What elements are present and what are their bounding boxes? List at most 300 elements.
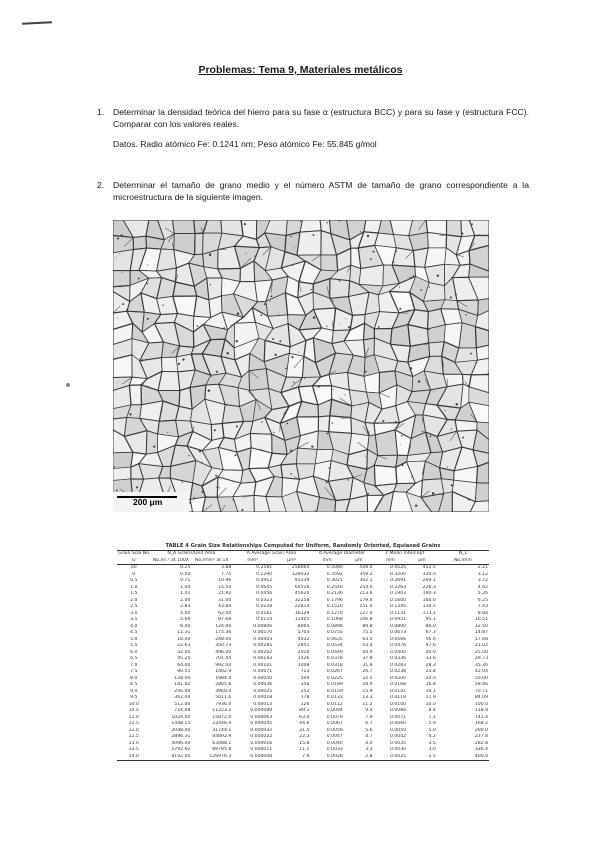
table-cell: 302.1 xyxy=(359,578,373,583)
table-cell: 0.0336 xyxy=(389,656,407,661)
table-cell: 0.1510 xyxy=(326,604,343,609)
table-cell: 2016 xyxy=(297,649,310,655)
table-cell: 13.0 xyxy=(128,740,139,746)
etch-pit xyxy=(310,289,311,290)
table-row xyxy=(117,721,489,728)
table-cell: 0.00071 xyxy=(253,669,273,674)
table-cell: 1.00 xyxy=(180,584,191,590)
table-cell: 0.0228 xyxy=(256,604,273,609)
table-cell: 0.0635 xyxy=(326,636,343,642)
table-cell: 724.08 xyxy=(174,708,191,713)
table-cell: 89.1 xyxy=(299,708,310,713)
table-cell: 0.0060 xyxy=(389,721,407,726)
table-cell: 11.5 xyxy=(128,721,139,726)
etch-pit xyxy=(182,358,184,360)
etch-pit xyxy=(430,435,432,437)
grain xyxy=(374,465,397,486)
table-cell: 0.000008 xyxy=(232,754,273,761)
grain xyxy=(329,416,352,434)
table-cell: 0.2136 xyxy=(326,591,343,596)
etch-pit xyxy=(444,410,445,411)
etch-pit xyxy=(437,275,439,277)
etch-pit xyxy=(237,312,240,315)
grain xyxy=(129,385,141,405)
etch-pit xyxy=(188,455,189,456)
grain xyxy=(113,467,131,480)
etch-pit xyxy=(360,231,361,232)
table-cell: 21.02 xyxy=(474,643,488,648)
table-cell: 113.1 xyxy=(422,610,436,616)
table-cell: 106.8 xyxy=(359,617,373,622)
etch-pit xyxy=(142,384,143,385)
table-cell: 45.25 xyxy=(177,656,191,661)
etch-pit xyxy=(256,399,257,400)
table-cell: 0.0042 xyxy=(389,734,407,739)
table-cell: 11405 xyxy=(294,617,310,622)
table-cell: 45620 xyxy=(294,591,310,596)
table-unit-header: G xyxy=(117,558,150,565)
etch-pit xyxy=(269,301,270,302)
etch-pit xyxy=(214,429,216,431)
grain xyxy=(113,355,132,378)
etch-pit xyxy=(375,485,377,487)
etch-pit xyxy=(178,363,180,365)
grain xyxy=(162,357,178,372)
table-cell: 168.2 xyxy=(474,721,488,726)
etch-pit xyxy=(121,234,123,236)
table-cell: 0.0225 xyxy=(326,675,343,681)
table-cell: 44.9 xyxy=(362,649,373,655)
table-cell: 7936.0 xyxy=(215,701,232,707)
table-cell: 992.00 xyxy=(215,662,232,668)
grain xyxy=(321,255,338,271)
table-cell: 89785.8 xyxy=(212,747,232,752)
etch-pit xyxy=(475,362,476,363)
table-cell: 11.31 xyxy=(177,630,191,635)
grain xyxy=(318,416,329,432)
table-cell: 6.7 xyxy=(365,721,373,726)
etch-pit xyxy=(461,232,463,234)
table-cell: 0.0040 xyxy=(326,740,343,746)
table-cell: 5703 xyxy=(297,630,310,635)
problem-number: 1. xyxy=(97,107,105,117)
scale-bar-label: 200 μm xyxy=(133,497,163,507)
table-cell: 4.42 xyxy=(477,584,488,590)
table-cell: 0.0238 xyxy=(389,669,407,674)
table-cell: 0.2581 xyxy=(256,565,273,570)
table-cell: 0.000022 xyxy=(250,734,273,739)
table-cell: 31.8 xyxy=(362,662,373,668)
etch-pit xyxy=(241,509,243,511)
table-cell: 0.0267 xyxy=(326,669,343,674)
etch-pit xyxy=(370,258,372,260)
table-cell: 7.9 xyxy=(273,754,310,761)
table-cell: 362.04 xyxy=(174,695,191,700)
table-cell: 2805.8 xyxy=(215,682,232,687)
table-cell: 17.68 xyxy=(474,636,488,642)
etch-pit xyxy=(471,223,473,225)
grain xyxy=(249,369,269,391)
table-cell: 0.0566 xyxy=(389,636,407,642)
table-group-header: d̄ Average Diameter xyxy=(310,551,373,558)
table-cell: 0.00050 xyxy=(253,675,273,681)
table-group-header: ℓ̄ Mean Intercept xyxy=(374,551,437,558)
table-cell: 22.63 xyxy=(177,643,191,648)
table-unit-header: No./mm² at 1X xyxy=(191,558,232,565)
grain xyxy=(364,372,379,393)
table-cell: 15.50 xyxy=(218,584,232,590)
grain xyxy=(286,353,304,377)
table-cell: 0 xyxy=(132,571,136,577)
table-cell: 282.8 xyxy=(474,740,488,746)
etch-pit xyxy=(422,431,423,432)
table-cell: 237.8 xyxy=(474,734,488,739)
table-cell: 3.72 xyxy=(477,578,488,583)
table-cell: 0.0079 xyxy=(326,714,343,720)
table-cell: 0.3200 xyxy=(389,571,407,577)
problem-2 xyxy=(97,179,529,203)
table-row xyxy=(117,754,489,761)
etch-pit xyxy=(193,497,195,499)
problem-1 xyxy=(97,106,529,150)
table-cell: 254.0 xyxy=(359,584,373,590)
table-cell: 1448.15 xyxy=(171,721,191,726)
table-cell: 9.0 xyxy=(130,688,138,694)
table-cell: 11223.2 xyxy=(212,708,232,713)
table-cell: 213.6 xyxy=(359,591,373,596)
table-cell: 29.73 xyxy=(474,656,488,661)
etch-pit xyxy=(223,327,225,329)
etch-pit xyxy=(117,317,118,318)
table-unit-header: No./mm xyxy=(437,558,489,565)
etch-pit xyxy=(318,385,320,387)
etch-pit xyxy=(273,432,274,433)
table-cell: 14.0 xyxy=(117,754,150,761)
table-cell: 43.84 xyxy=(218,604,232,609)
table-cell: 21.92 xyxy=(218,591,232,596)
etch-pit xyxy=(167,432,168,433)
etch-pit xyxy=(367,235,369,237)
table-cell: 0.0189 xyxy=(326,682,343,687)
table-cell: 0.2691 xyxy=(389,578,407,583)
grain-boundaries-drawing xyxy=(113,220,489,512)
table-cell: 90.51 xyxy=(177,669,191,674)
table-cell: 0.0094 xyxy=(326,708,343,713)
etch-pit xyxy=(290,450,292,452)
etch-pit xyxy=(279,313,280,314)
etch-pit xyxy=(333,389,334,390)
table-cell: 4.7 xyxy=(365,734,373,739)
table-cell: 91239 xyxy=(294,578,310,583)
etch-pit xyxy=(285,368,287,370)
table-cell: 14.87 xyxy=(474,630,488,635)
table-cell: 7.75 xyxy=(221,571,232,577)
table-cell: 175.36 xyxy=(215,630,232,635)
table-cell: 0.000045 xyxy=(250,721,273,726)
etch-pit xyxy=(395,421,397,423)
etch-pit xyxy=(290,473,292,475)
etch-pit xyxy=(189,502,191,504)
table-cell: 12.0 xyxy=(128,727,139,733)
table-cell: 0.0200 xyxy=(389,675,407,681)
table-cell: 0.00285 xyxy=(253,643,273,648)
table-cell: 127.0 xyxy=(359,610,373,616)
table-cell: 0.2263 xyxy=(389,584,407,590)
table-cell: 0.0114 xyxy=(256,617,273,622)
table-cell: 64516 xyxy=(294,584,310,590)
etch-pit xyxy=(294,247,295,248)
table-cell: 0.00403 xyxy=(253,636,273,642)
etch-pit xyxy=(451,428,452,429)
grain xyxy=(364,338,375,358)
table-cell: 53.4 xyxy=(362,643,373,648)
table-cell: 84.09 xyxy=(474,695,488,700)
table-cell: 0.000089 xyxy=(250,708,273,713)
grain-size-table xyxy=(117,542,489,761)
etch-pit xyxy=(138,277,140,279)
table-cell: 0.0159 xyxy=(326,688,343,694)
table-cell: 248.00 xyxy=(215,636,232,642)
table-cell: 28.3 xyxy=(425,662,436,668)
etch-pit xyxy=(299,234,300,235)
table-cell: 0.0100 xyxy=(389,701,407,707)
table-cell: 12.5 xyxy=(128,734,139,739)
grain xyxy=(459,323,476,348)
table-cell: 31744.1 xyxy=(212,727,232,733)
etch-pit xyxy=(428,329,430,331)
table-cell: 11.1 xyxy=(299,747,310,752)
grain xyxy=(297,231,321,256)
etch-pit xyxy=(344,394,345,395)
table-cell: 3.5 xyxy=(428,740,436,746)
table-cell: 7.1 xyxy=(428,714,436,720)
table-cell: 0.0168 xyxy=(389,682,407,687)
etch-pit xyxy=(328,467,330,469)
etch-pit xyxy=(209,253,212,256)
etch-pit xyxy=(162,305,163,306)
etch-pit xyxy=(395,250,396,251)
table-cell: 47.6 xyxy=(425,643,436,648)
table-cell: 63.5 xyxy=(362,636,373,642)
table-cell: 4.0 xyxy=(365,740,373,746)
table-cell: 87.68 xyxy=(218,617,232,622)
table-cell: 0.00806 xyxy=(253,623,273,629)
grain xyxy=(375,430,397,456)
table-cell: 0.0028 xyxy=(310,754,343,761)
table-cell: 0.0912 xyxy=(256,578,273,583)
etch-pit xyxy=(117,237,119,239)
etch-pit xyxy=(299,432,300,433)
table-cell: 10.0 xyxy=(128,701,139,707)
etch-pit xyxy=(378,326,380,328)
table-cell: 32.00 xyxy=(177,649,191,655)
table-cell: 15.9 xyxy=(362,688,373,694)
table-cell: 3968.0 xyxy=(215,688,232,694)
table-cell: 1984.0 xyxy=(215,675,232,681)
etch-pit xyxy=(267,419,268,420)
etch-pit xyxy=(450,296,452,298)
table-cell: 0.0161 xyxy=(256,610,273,616)
microstructure-image xyxy=(113,220,489,512)
table-row xyxy=(117,734,489,741)
etch-pit xyxy=(311,445,313,447)
table-cell: 89.8 xyxy=(362,623,373,629)
etch-pit xyxy=(255,255,257,257)
etch-pit xyxy=(372,251,374,253)
etch-pit xyxy=(365,371,367,373)
table-cell: 0.0047 xyxy=(326,734,343,739)
etch-pit xyxy=(304,378,305,379)
table-cell: 42.04 xyxy=(474,669,488,674)
table-cell: 0.0056 xyxy=(326,727,343,733)
problem-data: Datos. Radio atómico Fe: 0.1241 nm; Peso atómico Fe: 55.845 g/mol xyxy=(113,139,377,149)
scan-artifact-dot xyxy=(66,383,70,387)
table-cell: 713 xyxy=(300,669,310,674)
etch-pit xyxy=(432,492,435,495)
etch-pit xyxy=(470,353,472,355)
table-cell: 0.0645 xyxy=(256,584,273,590)
grain xyxy=(447,220,462,237)
table-group-header: Ā Average Grain Area xyxy=(232,551,310,558)
table-cell: 0.0800 xyxy=(389,623,407,629)
table-cell: 151.0 xyxy=(359,604,373,609)
table-cell: 0.1903 xyxy=(389,591,407,596)
grain xyxy=(317,497,336,512)
etch-pit xyxy=(136,486,138,488)
table-cell: 6.0 xyxy=(130,649,138,655)
etch-pit xyxy=(425,343,427,345)
table-unit-header: No./in.² at 100X xyxy=(150,558,191,565)
problem-statement: Determinar el tamaño de grano medio y el número ASTM de tamaño de grano correspondiente a la microestructura de la siguiente imagen. xyxy=(113,180,529,202)
grain xyxy=(133,236,146,249)
table-cell: 56.6 xyxy=(425,636,436,642)
etch-pit xyxy=(260,314,262,316)
grain xyxy=(476,345,489,360)
table-cell: 0.3021 xyxy=(326,578,343,583)
table-cell: 64.00 xyxy=(177,662,191,668)
table-cell: 5.0 xyxy=(130,636,138,642)
table-cell: 1008 xyxy=(297,662,310,668)
etch-pit xyxy=(401,435,403,437)
etch-pit xyxy=(326,481,328,483)
table-cell: 2.5 xyxy=(407,754,437,761)
table-cell: 7.5 xyxy=(130,669,138,674)
table-cell: 16129 xyxy=(294,610,310,616)
page-title: Problemas: Tema 9, Materiales metálicos xyxy=(198,64,403,76)
etch-pit xyxy=(261,421,263,423)
etch-pit xyxy=(348,326,350,328)
etch-pit xyxy=(420,289,422,291)
etch-pit xyxy=(116,257,117,258)
table-cell: 63488.1 xyxy=(212,740,232,746)
table-cell: 0.1068 xyxy=(326,617,343,622)
grain-size-data-table xyxy=(117,550,489,761)
table-cell: 269.1 xyxy=(422,578,436,583)
table-cell: 8.00 xyxy=(180,623,191,629)
table-cell: 16.8 xyxy=(425,682,436,687)
etch-pit xyxy=(361,421,363,423)
etch-pit xyxy=(215,478,216,479)
etch-pit xyxy=(182,482,183,483)
etch-pit xyxy=(244,223,246,225)
table-cell: 5.26 xyxy=(477,591,488,596)
table-cell: 6.5 xyxy=(130,656,138,661)
table-cell: 126 xyxy=(300,701,310,707)
table-cell: 3.12 xyxy=(477,571,488,577)
table-cell: 0.5 xyxy=(130,578,138,583)
table-cell: 4032 xyxy=(297,636,310,642)
table-cell: 356 xyxy=(300,682,310,687)
grain xyxy=(455,420,477,431)
table-cell: 7.0 xyxy=(130,662,138,668)
table-cell: 0.000011 xyxy=(250,747,273,752)
table-cell: 25.00 xyxy=(474,649,488,655)
table-cell: 8.84 xyxy=(477,610,488,616)
table-cell: 7.43 xyxy=(477,604,488,609)
table-cell: 0.00013 xyxy=(253,701,273,707)
etch-pit xyxy=(245,253,246,254)
table-group-header: Grain Size No. xyxy=(118,551,151,556)
table-cell: 5.66 xyxy=(180,617,191,622)
table-cell: 10.96 xyxy=(218,578,232,583)
table-cell: 0.000063 xyxy=(250,714,273,720)
table-cell: 16.00 xyxy=(177,636,191,642)
etch-pit xyxy=(236,425,238,427)
etch-pit xyxy=(365,456,366,457)
etch-pit xyxy=(465,314,467,316)
etch-pit xyxy=(415,504,417,506)
table-cell: 258064 xyxy=(291,565,310,570)
table-cell: 80.0 xyxy=(425,623,436,629)
table-cell: 6.25 xyxy=(477,597,488,603)
etch-pit xyxy=(208,389,211,392)
etch-pit xyxy=(339,324,340,325)
table-cell: 0.00143 xyxy=(253,656,273,661)
table-cell: 10.51 xyxy=(474,617,488,622)
etch-pit xyxy=(170,344,171,345)
table-cell: 4.5 xyxy=(130,630,138,635)
table-cell: 0.00101 xyxy=(253,662,273,668)
etch-pit xyxy=(215,475,217,477)
table-cell: 0.00036 xyxy=(253,682,273,687)
etch-pit xyxy=(447,466,448,467)
etch-pit xyxy=(326,432,328,434)
table-cell: 0.00018 xyxy=(253,695,273,700)
table-cell: 23.8 xyxy=(425,669,436,674)
table-cell: 0.0673 xyxy=(389,630,407,635)
table-cell: 252 xyxy=(300,688,310,694)
table-cell: 179.6 xyxy=(359,597,373,603)
table-cell: 0.0449 xyxy=(326,649,343,655)
table-cell: 0.0071 xyxy=(389,714,407,720)
etch-pit xyxy=(129,413,131,415)
table-cell: 2.8 xyxy=(344,754,374,761)
table-cell: 13.3 xyxy=(362,695,373,700)
table-cell: 3.88 xyxy=(221,565,232,570)
table-cell: 3.0 xyxy=(130,610,138,616)
table-cell: 35.36 xyxy=(474,662,488,668)
table-group-header-row xyxy=(117,551,489,558)
table-unit-header: μm xyxy=(344,558,374,565)
problem-statement: Determinar la densidad teórica del hierro para su fase α (estructura BCC) y para su fase γ (estructura FCC). Comparar con los valores reales. xyxy=(113,107,529,129)
table-unit-header: μm² xyxy=(273,558,310,565)
grain xyxy=(391,325,411,347)
table-cell: 4.2 xyxy=(428,734,436,739)
scan-artifact-mark xyxy=(22,21,52,25)
table-cell: 181.02 xyxy=(174,682,191,687)
etch-pit xyxy=(122,272,123,273)
table-cell: 0.25 xyxy=(180,565,191,570)
